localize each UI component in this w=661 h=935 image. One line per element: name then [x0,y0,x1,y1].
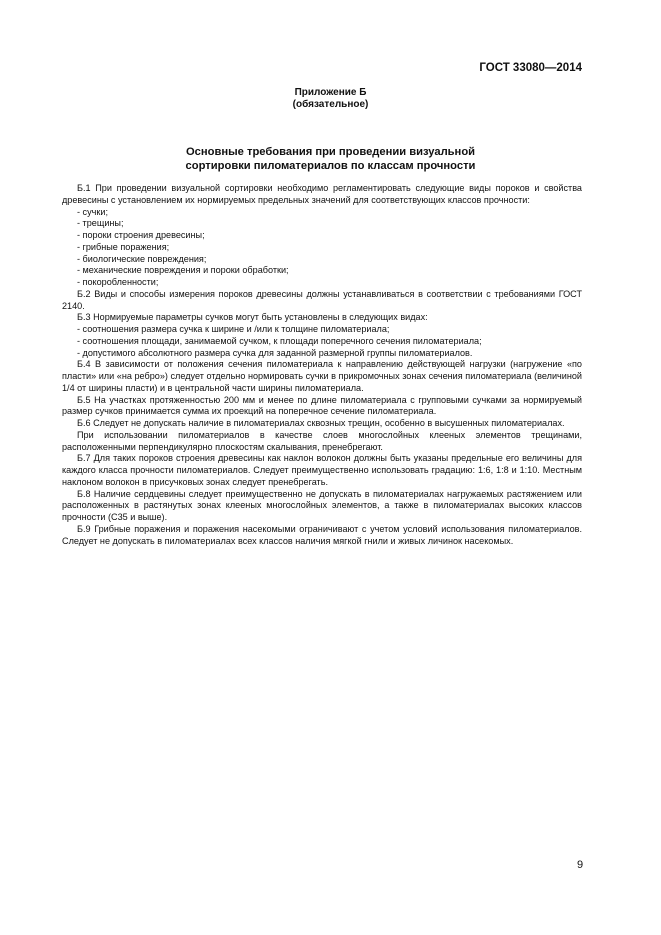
list-item: - соотношения размера сучка к ширине и /или к толщине пиломатериала; [77,324,390,334]
paragraph-b9: Б.9 Грибные поражения и поражения насекомыми ограничивают с учетом условий использования пиломатериалов. Следует не допускать в пиломатериалах всех классов наличия мягкой гнили и живых личинок насекомых. [62,523,582,546]
annex-heading [0,87,661,111]
paragraph-b5: Б.5 На участках протяженностью 200 мм и менее по длине пиломатериала с групповыми сучками за нормируемый размер сучков принимается сумма их проекций на поперечное сечение пиломатериала. [62,394,582,417]
page-number: 9 [577,859,584,871]
section-title [0,145,661,173]
annex-status: (обязательное) [292,99,369,110]
paragraph-b8: Б.8 Наличие сердцевины следует преимущественно не допускать в пиломатериалах нагружаемых растяжением или расположенных в растянутых зонах клееных многослойных элементов, а также в пиломатериалах высоких классов прочности (С35 и выше). [62,488,582,522]
paragraph-b6-note: При использовании пиломатериалов в качестве слоев многослойных клееных элементов трещинами, расположенными перпендикулярно плоскостям скалывания, пренебрегают. [62,429,582,452]
paragraph-b6: Б.6 Следует не допускать наличие в пиломатериалах сквозных трещин, особенно в высушенных пиломатериалах. [77,418,565,428]
paragraph-b2: Б.2 Виды и способы измерения пороков древесины должны устанавливаться в соответствии с требованиями ГОСТ 2140. [62,288,582,311]
section-title-line-1: Основные требования при проведении визуальной [185,146,476,158]
paragraph-b3: Б.3 Нормируемые параметры сучков могут быть установлены в следующих видах: [77,312,428,323]
paragraph-b4: Б.4 В зависимости от положения сечения пиломатериала к направлению действующей нагрузки (нагружение «по пласти» или «на ребро») следует отдельно нормировать сучки в прикромочных зонах сечения пиломатериала (величиной 1/4 от ширины пласти) и в центральной части ширины пиломатериала. [62,359,582,393]
list-item: - пороки строения древесины; [77,230,205,240]
list-item: - биологические повреждения; [77,253,207,264]
list-item: - допустимого абсолютного размера сучка для заданной размерной группы пиломатериалов. [77,347,473,358]
paragraph-b1: Б.1 При проведении визуальной сортировки необходимо регламентировать следующие виды пороков и свойства древесины с установлением их нормируемых предельных значений для соответствующих классов прочности: [62,183,582,205]
list-item: - соотношения площади, занимаемой сучком, к площади поперечного сечения пиломатериала; [77,335,482,346]
list-item: - механические повреждения и пороки обработки; [77,265,289,276]
paragraph-b7: Б.7 Для таких пороков строения древесины как наклон волокон должны быть указаны предельные его величины для каждого класса прочности пиломатериалов. Следует преимущественно использовать градацию: 1:6, 1:8 и 1:10. Местным наклоном волокон в присучковых зонах следует пренебрегать. [62,453,582,487]
list-item: - покоробленности; [77,277,159,287]
annex-title: Приложение Б [294,87,367,98]
list-item: - сучки; [77,206,108,217]
list-item: - трещины; [77,218,124,229]
section-title-line-2: сортировки пиломатериалов по классам прочности [185,160,476,172]
list-item: - грибные поражения; [77,241,170,252]
document-body [62,183,582,547]
standard-code: ГОСТ 33080—2014 [479,62,582,74]
